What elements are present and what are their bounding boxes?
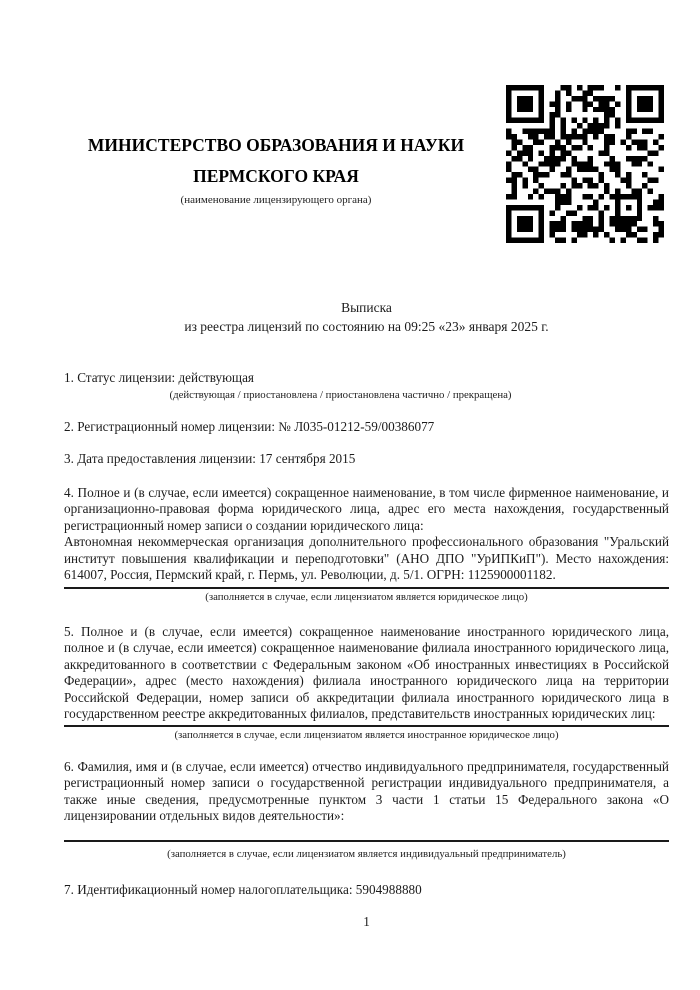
item-5-question: 5. Полное и (в случае, если имеется) сокращенное наименование иностранного юридического лица, полное и (в случае, если имеется) сокращенное наименование филиала иностранного юридического лица, аккредитованного в соответствии с Федеральным законом «Об иностранных инвестициях в Российской Федерации», адрес (место нахождения) филиала иностранного юридического лица на территории Российской Федерации, номер записи об аккредитации филиала иностранного юридического лица в государственном реестре аккредитованных филиалов, представительств иностранных юридических лиц: [64,623,669,721]
item-5-answer-line [64,725,669,727]
item-4-caption: (заполняется в случае, если лицензиатом является юридическое лицо) [205,590,528,603]
licensing-authority-header [64,130,488,207]
qr-code-icon [506,85,664,243]
authority-title-line2: ПЕРМСКОГО КРАЯ [193,166,359,186]
document-title [64,298,669,336]
item-4-answer-line [64,587,669,589]
document-title-line2: из реестра лицензий по состоянию на 09:25 «23» января 2025 г. [184,319,549,334]
item-7-taxpayer-number: 7. Идентификационный номер налогоплательщика: 5904988880 [64,881,422,897]
authority-subtitle: (наименование лицензирующего органа) [180,194,372,206]
page-number: 1 [363,914,370,929]
item-3-license-date: 3. Дата предоставления лицензии: 17 сентября 2015 [64,451,356,466]
item-1-caption: (действующая / приостановлена / приостановлена частично / прекращена) [169,388,512,401]
item-5-foreign-entity [64,624,669,742]
item-2-registration-number: 2. Регистрационный номер лицензии: № Л035-01212-59/00386077 [64,418,435,434]
item-6-answer-line [64,840,669,842]
authority-title-line1: МИНИСТЕРСТВО ОБРАЗОВАНИЯ И НАУКИ [87,135,465,155]
item-4-legal-entity [64,485,669,604]
item-5-caption: (заполняется в случае, если лицензиатом является иностранное юридическое лицо) [174,728,559,741]
document-body [64,298,669,931]
item-4-answer: Автономная некоммерческая организация дополнительного профессионального образования "Уральский институт повышения квалификации и переподготовки" (АНО ДПО "УрИПКиП"). Место нахождения: 614007, Россия, Пермский край, г. Пермь, ул. Революции, д. 5/1. ОГРН: 1125900001182. [64,534,669,582]
item-6-caption: (заполняется в случае, если лицензиатом является индивидуальный предприниматель) [167,847,566,860]
item-1-license-status: 1. Статус лицензии: действующая [64,370,255,385]
item-4-question: 4. Полное и (в случае, если имеется) сокращенное наименование, в том числе фирменное наименование, и организационно-правовая форма юридического лица, адрес его места нахождения, государственный регистрационный номер записи о создании юридического лица: [64,484,669,533]
item-6-individual-entrepreneur [64,759,669,861]
document-title-line1: Выписка [341,300,392,315]
item-6-question: 6. Фамилия, имя и (в случае, если имеется) отчество индивидуального предпринимателя, государственный регистрационный номер записи о государственной регистрации индивидуального предпринимателя, а также иные сведения, предусмотренные пунктом 3 части 1 статьи 15 Федерального закона «О лицензировании отдельных видов деятельности»: [64,758,669,823]
